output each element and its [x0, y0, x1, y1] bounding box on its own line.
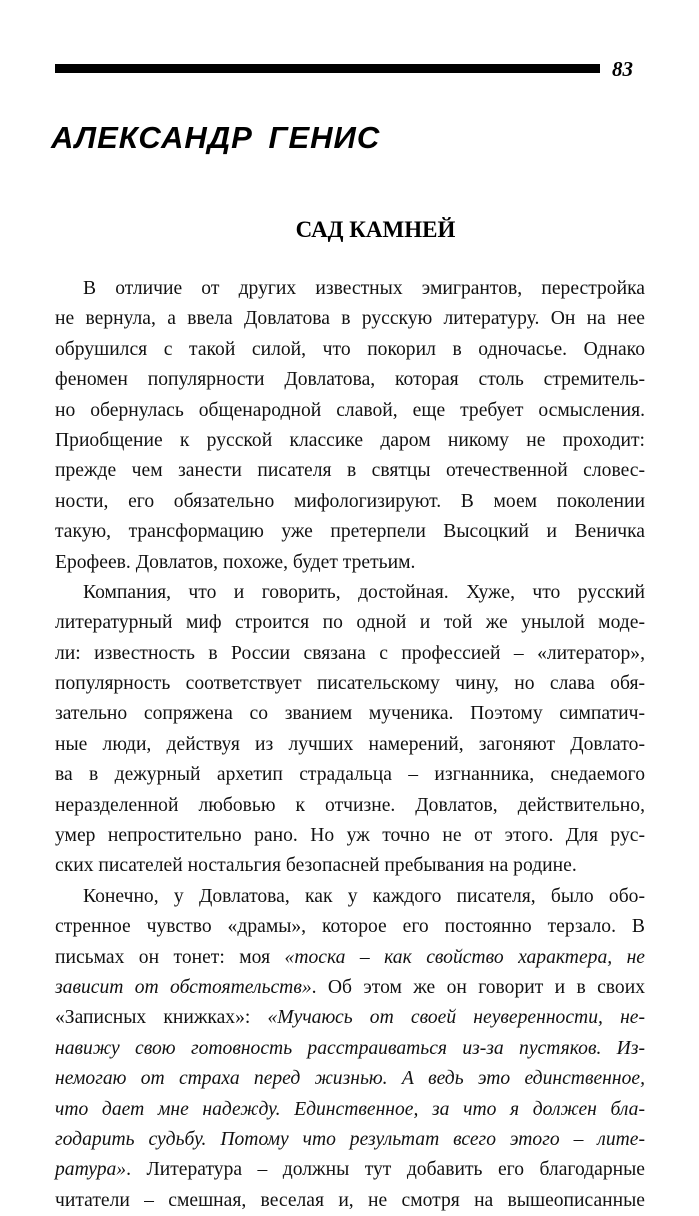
text-segment: . Об этом же он говорит и в своих	[311, 976, 645, 998]
text-segment: такую, трансформацию уже претерпели Высоцкий и Веничка	[55, 521, 645, 543]
text-line	[55, 548, 645, 578]
text-segment: зательно сопряжена со званием мученика. Поэтому симпатич-	[55, 703, 645, 725]
text-segment: ности, его обязательно мифологизируют. В моем поколении	[55, 490, 645, 512]
text-segment: популярность соответствует писательскому чину, но слава обя-	[55, 673, 645, 695]
text-line	[55, 608, 645, 638]
text-segment: неразделенной любовью к отчизне. Довлатов, действительно,	[55, 794, 645, 816]
quote-segment: что дает мне надежду. Единственное, за что я должен бла-	[55, 1098, 645, 1120]
text-line	[55, 851, 645, 881]
article-body	[55, 274, 645, 1216]
quote-segment: немогаю от страха перед жизнью. А ведь это единственное,	[55, 1068, 645, 1090]
text-line	[55, 1125, 645, 1155]
quote-segment: ратура»	[55, 1159, 127, 1181]
text-line	[55, 304, 645, 334]
text-line	[55, 335, 645, 365]
text-line	[55, 730, 645, 760]
text-line	[55, 639, 645, 669]
text-line	[55, 1034, 645, 1064]
quote-segment: «Мучаюсь от своей неуверенности, не-	[267, 1007, 646, 1029]
text-line	[55, 365, 645, 395]
quote-segment: годарить судьбу. Потому что результат всего этого – лите-	[55, 1128, 645, 1150]
text-line	[55, 669, 645, 699]
text-segment: В отличие от других известных эмигрантов, перестройка	[83, 278, 645, 299]
text-line	[55, 1186, 645, 1216]
text-segment: феномен популярности Довлатова, которая столь стремитель-	[55, 369, 645, 391]
text-segment: ли: известность в России связана с профессией – «литератор»,	[55, 642, 645, 664]
text-line	[55, 882, 645, 912]
text-line	[55, 821, 645, 851]
text-segment: не вернула, а ввела Довлатова в русскую литературу. Он на нее	[55, 308, 645, 330]
text-segment: читатели – смешная, веселая и, не смотря на вышеописанные	[55, 1189, 645, 1211]
text-segment: но обернулась общенародной славой, еще требует осмысления.	[55, 399, 645, 421]
text-line	[55, 1155, 645, 1185]
text-segment: ные люди, действуя из лучших намерений, загоняют Довлато-	[55, 733, 645, 755]
author-name: АЛЕКСАНДР ГЕНИС	[51, 120, 381, 155]
text-line	[55, 426, 645, 456]
text-segment: умер непростительно рано. Но уж точно не от этого. Для рус-	[55, 825, 645, 847]
text-segment: обрушился с такой силой, что покорил в одночасье. Однако	[55, 338, 645, 360]
text-line	[55, 760, 645, 790]
text-segment: . Литература – должны тут добавить его благодарные	[126, 1159, 645, 1181]
text-line	[55, 274, 645, 304]
text-line	[55, 943, 645, 973]
text-segment: Ерофеев. Довлатов, похоже, будет третьим.	[55, 551, 416, 573]
text-line	[55, 699, 645, 729]
quote-segment: «тоска – как свойство характера, не	[284, 946, 645, 968]
text-segment: прежде чем занести писателя в святцы отечественной словес-	[55, 460, 645, 482]
quote-segment: зависит от обстоятельств»	[55, 976, 312, 998]
text-segment: письмах он тонет: моя	[55, 946, 285, 968]
page-number: 83	[612, 57, 633, 81]
text-line	[55, 517, 645, 547]
text-line	[55, 1003, 645, 1033]
text-line	[55, 912, 645, 942]
header-rule	[55, 64, 600, 73]
text-segment: стренное чувство «драмы», которое его постоянно терзало. В	[55, 916, 645, 938]
text-segment: Конечно, у Довлатова, как у каждого писателя, было обо-	[83, 885, 645, 907]
text-line	[55, 578, 645, 608]
text-line	[55, 973, 645, 1003]
text-segment: ских писателей ностальгия безопасней пребывания на родине.	[55, 855, 577, 877]
text-line	[55, 1095, 645, 1125]
text-segment: литературный миф строится по одной и той же унылой моде-	[55, 612, 645, 634]
text-segment: Приобщение к русской классике даром никому не проходит:	[55, 429, 645, 451]
text-line	[55, 1064, 645, 1094]
text-line	[55, 791, 645, 821]
text-segment: «Записных книжках»:	[55, 1007, 268, 1029]
text-line	[55, 396, 645, 426]
article-title: САД КАМНЕЙ	[295, 217, 456, 242]
text-line	[55, 487, 645, 517]
text-line	[55, 456, 645, 486]
text-segment: ва в дежурный архетип страдальца – изгнанника, снедаемого	[55, 764, 645, 786]
quote-segment: навижу свою готовность расстраиваться из-за пустяков. Из-	[55, 1037, 645, 1059]
text-segment: Компания, что и говорить, достойная. Хуже, что русский	[83, 581, 645, 603]
